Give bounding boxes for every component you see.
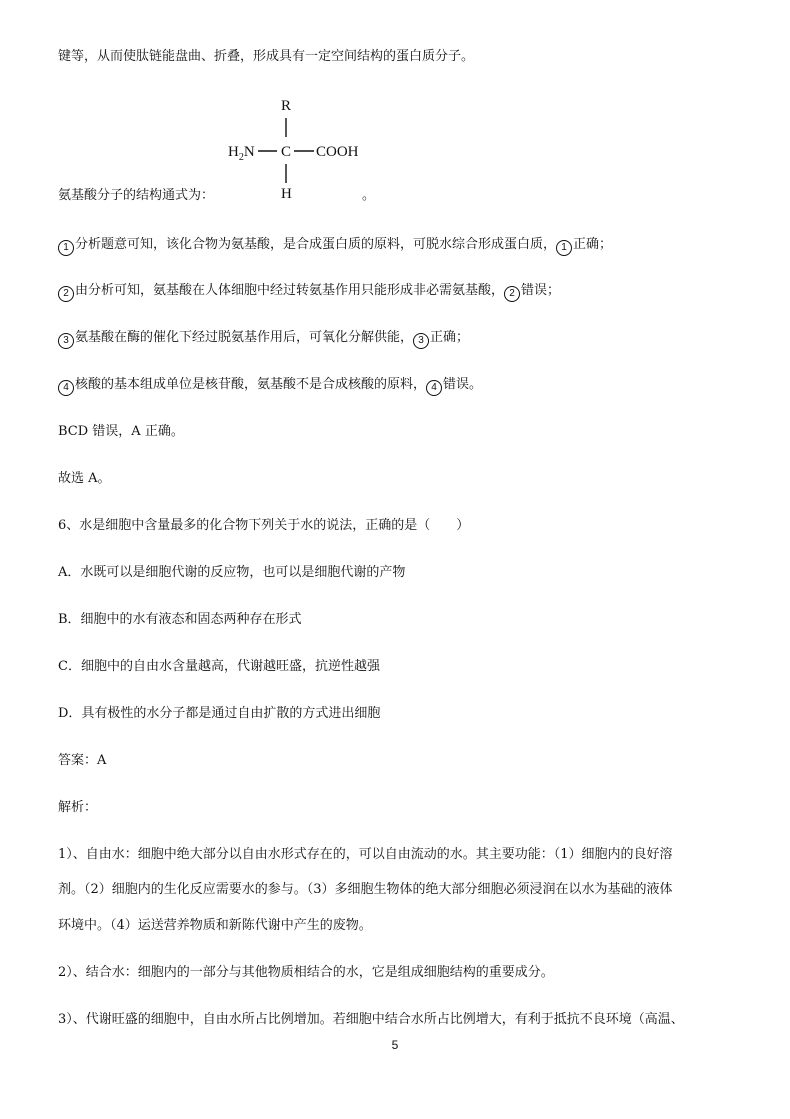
paragraph-1-line-3: 环境中。（4）运送营养物质和新陈代谢中产生的废物。 <box>58 918 372 933</box>
item-verdict: 正确； <box>430 330 470 345</box>
item-verdict: 错误。 <box>443 377 483 392</box>
item-text: 氨基酸在酶的催化下经过脱氨基作用后，可氧化分解供能， <box>75 330 414 345</box>
item-text: 分析题意可知，该化合物为氨基酸，是合成蛋白质的原料，可脱水综合形成蛋白质， <box>75 237 557 252</box>
circled-number: 4 <box>58 380 74 396</box>
caption-text: 氨基酸分子的结构通式为： <box>58 188 215 203</box>
choose-line: 故选 A。 <box>58 471 111 486</box>
item-text: 由分析可知，氨基酸在人体细胞中经过转氨基作用只能形成非必需氨基酸， <box>75 283 505 298</box>
option-d: D．具有极性的水分子都是通过自由扩散的方式进出细胞 <box>58 706 381 721</box>
structure-r-group: R <box>281 98 292 114</box>
analysis-heading: 解析： <box>58 800 98 815</box>
analysis-item-3 <box>58 330 469 349</box>
circled-number: 3 <box>58 333 74 349</box>
structure-h-bottom: H <box>281 186 292 202</box>
circled-number: 4 <box>426 380 442 396</box>
option-b: B．细胞中的水有液态和固态两种存在形式 <box>58 612 302 627</box>
circled-number: 2 <box>58 286 74 302</box>
structure-h2n: $H_2N$ <box>228 144 255 163</box>
paragraph-1-line-2: 剂。（2）细胞内的生化反应需要水的参与。（3）多细胞生物体的绝大部分细胞必须浸润在以水为基础的液体 <box>58 882 673 897</box>
analysis-item-4 <box>58 377 482 396</box>
structure-cooh: COOH <box>316 144 359 160</box>
item-verdict: 正确； <box>573 237 613 252</box>
analysis-item-1 <box>58 237 612 256</box>
paragraph-1-line-1: 1）、自由水：细胞中绝大部分以自由水形式存在的，可以自由流动的水。其主要功能：（1）细胞内的良好溶 <box>58 847 673 862</box>
structure-center-c: C <box>281 144 292 160</box>
paragraph-2: 2）、结合水：细胞内的一部分与其他物质相结合的水，它是组成细胞结构的重要成分。 <box>58 965 554 980</box>
paragraph-3: 3）、代谢旺盛的细胞中，自由水所占比例增加。若细胞中结合水所占比例增大，有利于抵抗不良环境（高温、 <box>58 1012 684 1027</box>
caption-period: 。 <box>362 188 376 203</box>
page-number: 5 <box>391 1038 399 1052</box>
answer-line: 答案：A <box>58 753 107 768</box>
item-text: 核酸的基本组成单位是核苷酸，氨基酸不是合成核酸的原料， <box>75 377 427 392</box>
option-c: C．细胞中的自由水含量越高，代谢越旺盛，抗逆性越强 <box>58 659 380 674</box>
circled-number: 1 <box>58 240 74 256</box>
item-verdict: 错误； <box>521 283 561 298</box>
option-a: A．水既可以是细胞代谢的反应物，也可以是细胞代谢的产物 <box>58 565 406 580</box>
text-line: 键等，从而使肽链能盘曲、折叠，形成具有一定空间结构的蛋白质分子。 <box>58 49 475 64</box>
analysis-item-2 <box>58 283 560 302</box>
question-6: 6、水是细胞中含量最多的化合物下列关于水的说法，正确的是（ ） <box>58 518 470 533</box>
conclusion-line: BCD 错误，A 正确。 <box>58 424 184 439</box>
structure-caption <box>58 188 375 204</box>
circled-number: 3 <box>413 333 429 349</box>
circled-number: 2 <box>504 286 520 302</box>
circled-number: 1 <box>556 240 572 256</box>
